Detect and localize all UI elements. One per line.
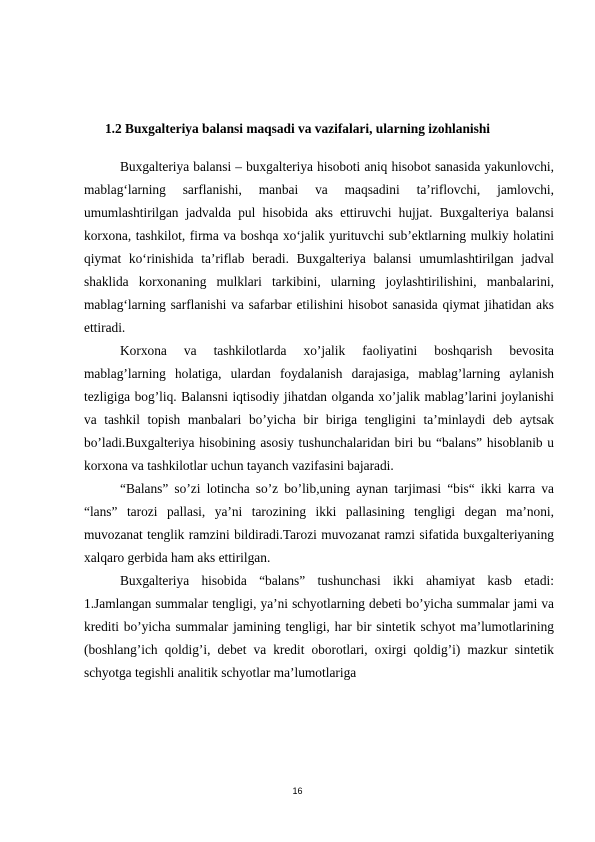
body-text [84,155,554,684]
paragraph-balance-etymology: “Balans” so’zi lotincha so’z bo’lib,uning aynan tarjimasi “bis“ ikki karra va “lans” tarozi pallasi, ya’ni tarozining ikki pallasining tengligi degan ma’noni, muvozanat tenglik ramzini bildiradi.Tarozi muvozanat ramzi sifatida buxgalteriyaning xalqaro gerbida ham aks ettirilgan. [84,481,554,565]
paragraph-balance-definition: Buxgalteriya balansi – buxgalteriya hisoboti aniq hisobot sanasida yakunlovchi, mablag‘larning sarflanishi, manbai va maqsadini ta’riflovchi, jamlovchi, umumlashtirilgan jadvalda pul hisobida aks ettiruvchi hujjat. Buxgalteriya balansi korxona, tashkilot, firma va boshqa xo‘jalik yurituvchi sub’ektlarning mulkiy holatini qiymat ko‘rinishida ta’riflab beradi. Buxgalteriya balansi umumlashtirilgan jadval shaklida korxonaning mulklari tarkibini, ularning joylashtirilishini, manbalarini, mablag‘larning sarflanishi va safarbar etilishini hisobot sanasida qiymat jihatidan aks ettiradi. [84,159,554,335]
paragraph-balance-meaning: Buxgalteriya hisobida “balans” tushunchasi ikki ahamiyat kasb etadi: 1.Jamlangan summalar tengligi, ya’ni schyotlarning debeti bo’yicha summalar jami va krediti bo’yicha summalar jamining tengligi, har bir sintetik schyot ma’lumotlarining (boshlang’ich qoldig’i, debet va kredit oborotlari, oxirgi qoldig’i) mazkur sintetik schyotga tegishli analitik schyotlar ma’lumotlariga [84,573,554,680]
section-heading: 1.2 Buxgalteriya balansi maqsadi va vazifalari, ularning izohlanishi [104,121,491,136]
paragraph-enterprise-funds: Korxona va tashkilotlarda xo’jalik faoliyatini boshqarish bevosita mablag’larning holatiga, ulardan foydalanish darajasiga, mablag’larning aylanish tezligiga bog’liq. Balansni iqtisodiy jihatdan olganda xo’jalik mablag’larini joylanishi va tashkil topish manbalari bo’yicha bir biriga tengligini ta’minlaydi deb aytsak bo’ladi.Buxgalteriya hisobining asosiy tushunchalaridan biri bu “balans” hisoblanib u korxona va tashkilotlar uchun tayanch vazifasini bajaradi. [84,343,554,473]
page-number: 16 [292,786,303,796]
